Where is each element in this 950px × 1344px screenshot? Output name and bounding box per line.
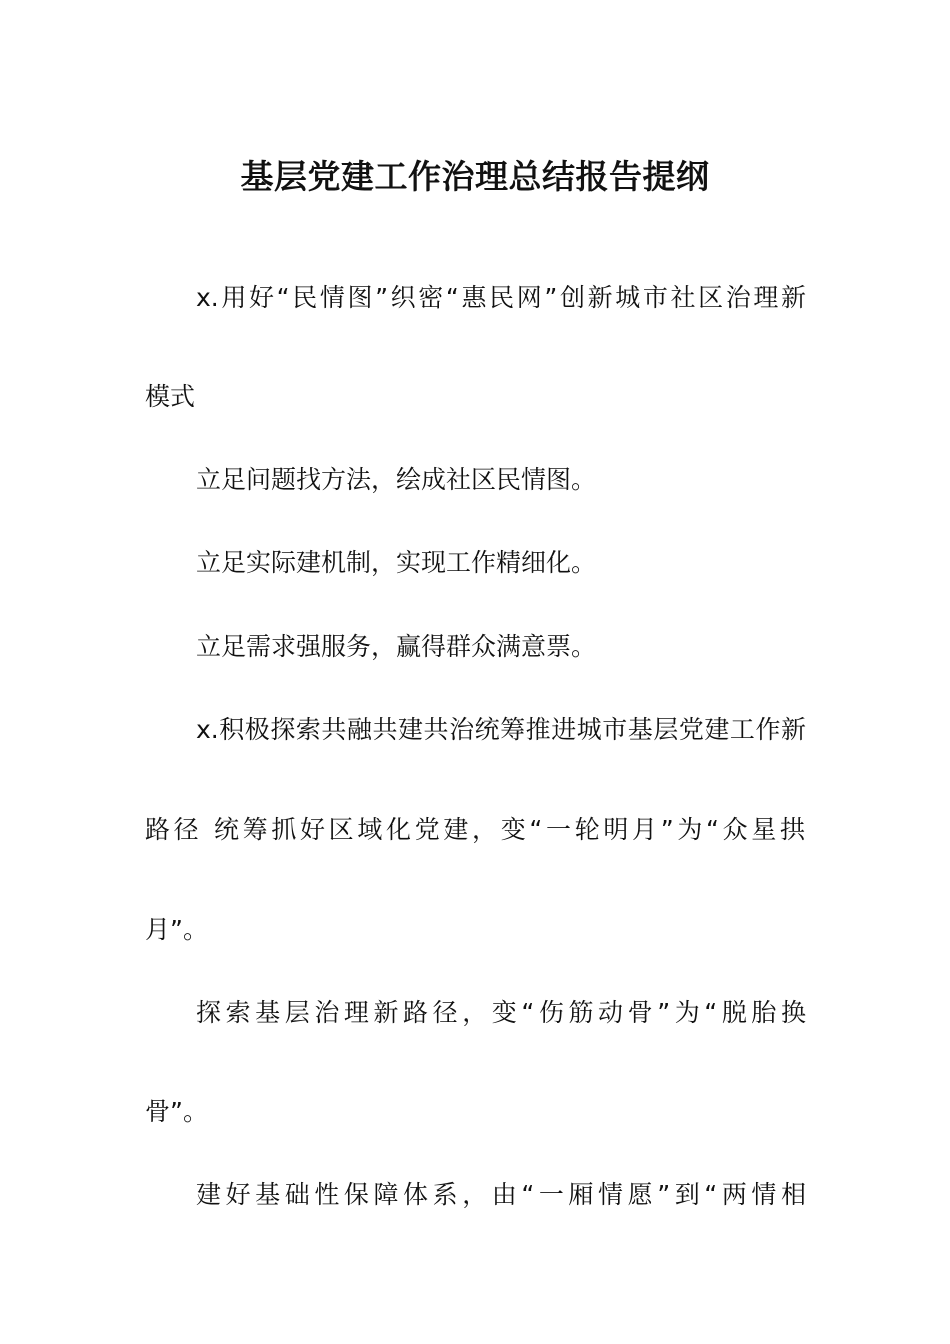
paragraph-line: x.用好“民情图”织密“惠民网”创新城市社区治理新 <box>196 283 806 312</box>
paragraph-line: 月”。 <box>145 915 208 944</box>
paragraph-line: 立足实际建机制，实现工作精细化。 <box>196 548 597 577</box>
paragraph-line: 骨”。 <box>145 1097 208 1126</box>
document-title: 基层党建工作治理总结报告提纲 <box>240 157 710 196</box>
paragraph-line: 路径 统筹抓好区域化党建，变“一轮明月”为“众星拱 <box>145 815 805 844</box>
paragraph-line: x.积极探索共融共建共治统筹推进城市基层党建工作新 <box>196 715 806 744</box>
paragraph-line: 探索基层治理新路径，变“伤筋动骨”为“脱胎换 <box>196 998 806 1027</box>
paragraph-line: 建好基础性保障体系，由“一厢情愿”到“两情相 <box>196 1180 806 1209</box>
paragraph-line: 立足需求强服务，赢得群众满意票。 <box>196 632 597 661</box>
paragraph-line: 模式 <box>145 382 196 411</box>
paragraph-line: 立足问题找方法，绘成社区民情图。 <box>196 465 597 494</box>
